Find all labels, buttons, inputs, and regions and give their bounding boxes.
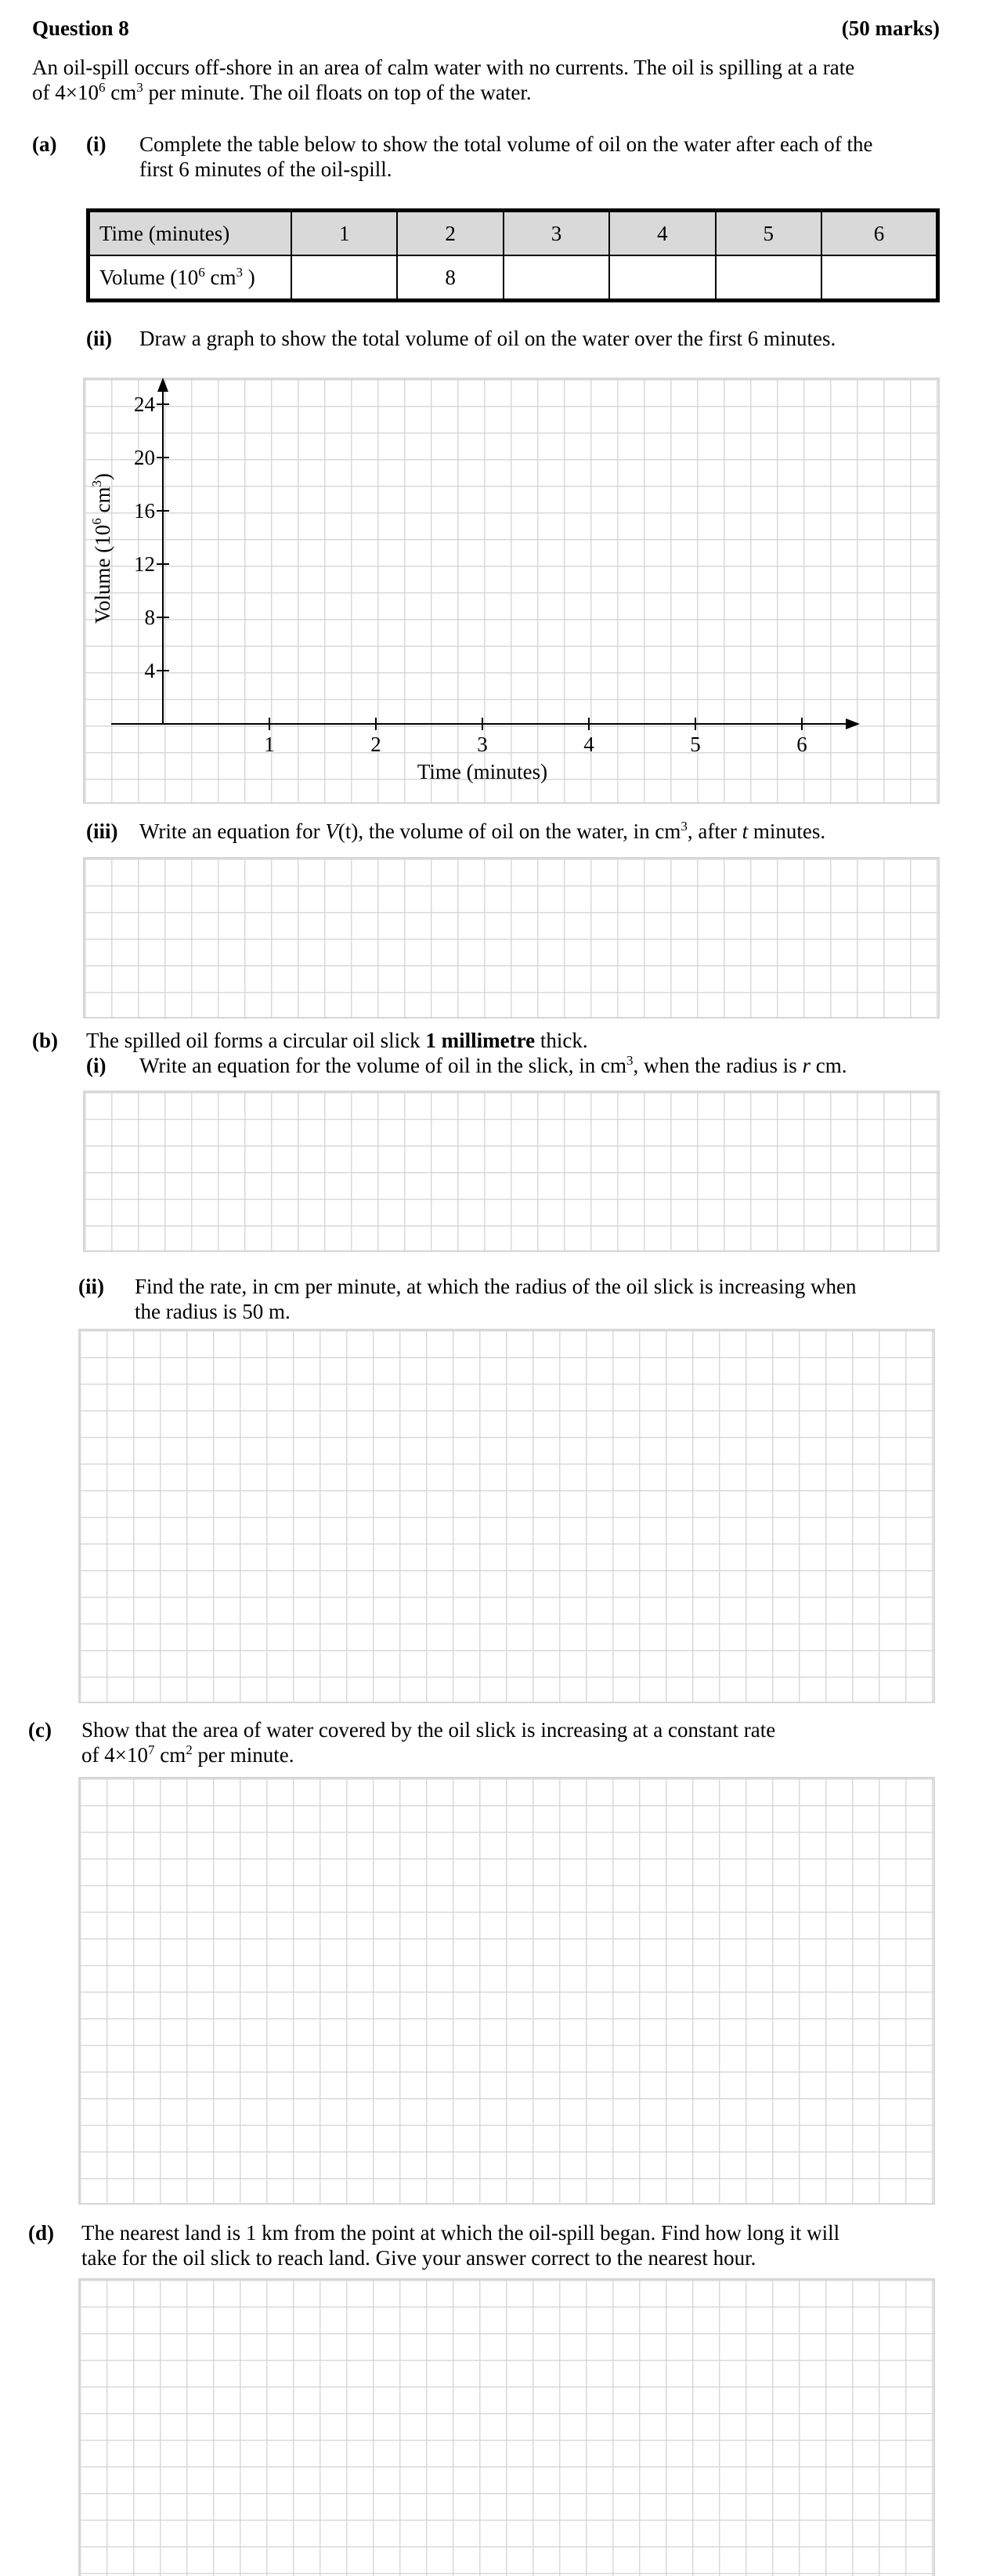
part-b-i-text: Write an equation for the volume of oil in the slick, in $cm^3$, when the radius is r cm.	[139, 1053, 847, 1077]
table-time-5: 5	[716, 211, 821, 256]
y-tick-label-8: 8	[144, 606, 155, 629]
part-c-line-1: Show that the area of water covered by the oil slick is increasing at a constant rate	[81, 1718, 776, 1742]
answer-grid-b-i[interactable]	[83, 1091, 940, 1252]
y-tick-label-12: 12	[134, 552, 155, 576]
y-tick-label-24: 24	[134, 393, 155, 416]
part-c-label: (c)	[28, 1718, 52, 1742]
answer-grid-c[interactable]	[78, 1777, 935, 2205]
table-time-2: 2	[397, 211, 503, 256]
table-header-volume: Volume ($10^6$ $cm^3$ )	[88, 255, 292, 301]
part-a-iii-label: (iii)	[86, 819, 118, 843]
part-a-i-label: (i)	[86, 132, 107, 156]
part-c-line-2: of $4\times 10^7$ $cm^2$ per minute.	[81, 1742, 294, 1767]
table-header-time: Time (minutes)	[88, 211, 292, 256]
y-tick-label-16: 16	[134, 499, 155, 523]
intro-line-2: of $4\times 10^6$ $cm^3$ per minute. The oil floats on top of the water.	[32, 80, 532, 104]
x-tick-label-5: 5	[690, 733, 701, 756]
y-axis-arrow	[157, 378, 168, 392]
part-a-iii-text: Write an equation for V(t), the volume of oil on the water, in $cm^3$, after t minutes.	[139, 819, 826, 843]
table-time-6: 6	[821, 211, 938, 256]
table-time-3: 3	[504, 211, 609, 256]
part-b-intro: The spilled oil forms a circular oil slick 1 millimetre thick.	[86, 1029, 588, 1052]
y-axis-label: Volume ($10^6$ $cm^3$)	[89, 473, 114, 624]
x-axis-arrow	[846, 718, 860, 729]
part-d-line-1: The nearest land is 1 km from the point at which the oil-spill began. Find how long it will	[81, 2221, 840, 2245]
table-volume-2[interactable]: 8	[397, 255, 503, 301]
x-tick-label-3: 3	[477, 733, 488, 756]
part-b-ii-line-1: Find the rate, in cm per minute, at which the radius of the oil slick is increasing when	[135, 1275, 857, 1298]
part-d-line-2: take for the oil slick to reach land. Give your answer correct to the nearest hour.	[81, 2246, 756, 2270]
part-a-label: (a)	[32, 132, 57, 156]
question-marks: (50 marks)	[841, 16, 940, 40]
y-tick-label-20: 20	[134, 446, 155, 469]
part-a-ii-text: Draw a graph to show the total volume of oil on the water over the first 6 minutes.	[139, 327, 836, 350]
x-tick-label-2: 2	[370, 733, 381, 756]
part-a-i-line-2: first 6 minutes of the oil-spill.	[139, 157, 392, 181]
answer-grid-a-iii[interactable]	[83, 857, 940, 1018]
answer-grid-d[interactable]	[78, 2278, 935, 2576]
part-b-ii-line-2: the radius is 50 m.	[135, 1300, 291, 1323]
intro-line-1: An oil-spill occurs off-shore in an area of calm water with no currents. The oil is spilling at a rate	[32, 56, 855, 79]
table-time-4: 4	[609, 211, 715, 256]
part-d-label: (d)	[28, 2221, 54, 2245]
part-a-ii-label: (ii)	[86, 327, 112, 350]
y-tick-label-4: 4	[144, 659, 155, 682]
x-tick-label-4: 4	[583, 733, 594, 756]
x-tick-label-1: 1	[264, 733, 275, 756]
question-title: Question 8	[32, 16, 129, 40]
answer-grid-b-ii[interactable]	[78, 1329, 935, 1703]
x-tick-label-6: 6	[796, 733, 807, 756]
part-a-i-line-1: Complete the table below to show the total volume of oil on the water after each of the	[139, 132, 873, 156]
part-b-label: (b)	[32, 1029, 58, 1052]
table-time-1: 1	[291, 211, 397, 256]
part-b-ii-label: (ii)	[78, 1275, 104, 1298]
x-axis-label: Time (minutes)	[417, 760, 548, 783]
part-b-i-label: (i)	[86, 1054, 107, 1077]
volume-time-chart	[0, 0, 982, 862]
